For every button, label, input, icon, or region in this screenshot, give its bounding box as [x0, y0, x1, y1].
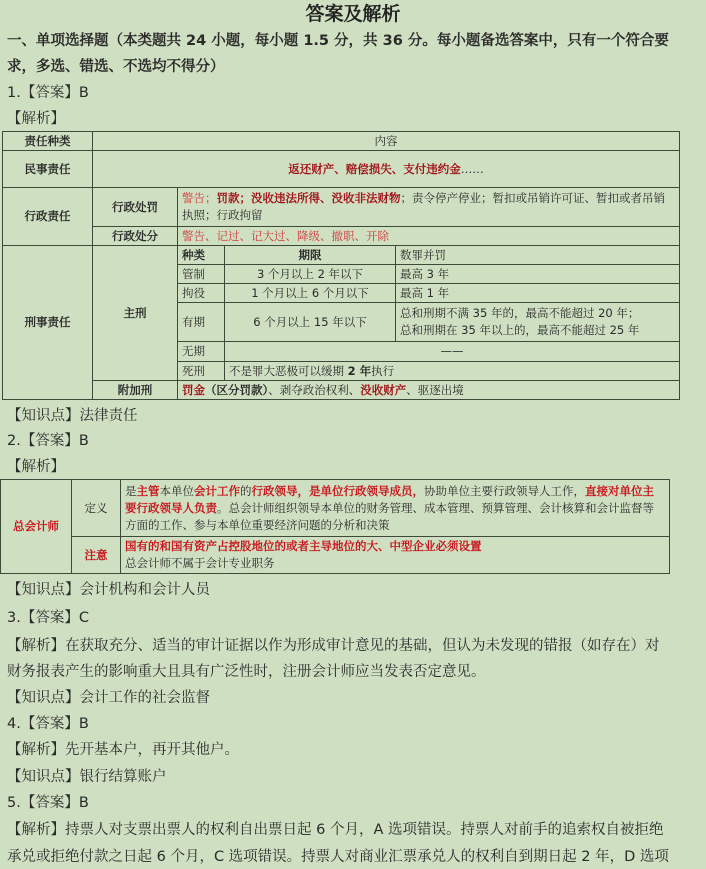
table-row-admin-sanction — [3, 227, 680, 246]
table-row-admin-penalty — [3, 188, 680, 227]
note-content: 国有的和国有资产占控股地位的或者主导地位的大、中型企业必须设置 总会计师不属于会计专业职务 — [121, 537, 670, 574]
q5-analysis-cont: 承兑或拒绝付款之日起 6 个月，C 选项错误。持票人对商业汇票承兑人的权利自到期日起 2 年，D 选项 — [7, 849, 669, 865]
q3-analysis-cont: 财务报表产生的影响重大且具有广泛性时，注册会计师应当发表否定意见。 — [7, 664, 486, 680]
admin-sanction-content: 警告、记过、记大过、降级、撤职、开除 — [178, 227, 680, 246]
main-penalty-label: 主刑 — [93, 246, 178, 381]
section-heading: 一、单项选择题（本类题共 24 小题，每小题 1.5 分，共 36 分。每小题备选答案中，只有一个符合要 — [7, 33, 669, 49]
q4-knowledge-point: 【知识点】银行结算账户 — [7, 769, 167, 785]
note-label: 注意 — [72, 537, 121, 574]
definition-label: 定义 — [72, 480, 121, 537]
table-row-definition — [1, 480, 670, 537]
q1-answer: 1.【答案】B — [7, 85, 89, 101]
q2-answer: 2.【答案】B — [7, 433, 89, 449]
q3-analysis: 【解析】在获取充分、适当的审计证据以作为形成审计意见的基础，但认为未发现的错报（如存在）对 — [7, 638, 660, 654]
term-cell: 1 个月以上 6 个月以下 — [225, 284, 396, 303]
term-header: 期限 — [225, 246, 396, 265]
kind-cell: 拘役 — [178, 284, 225, 303]
table-row-additional — [3, 381, 680, 400]
table-row-civil — [3, 151, 680, 188]
additional-penalty-label: 附加刑 — [93, 381, 178, 400]
death-penalty-cell: 不是罪大恶极可以缓期 2 年执行 — [225, 362, 680, 381]
table-row-note — [1, 537, 670, 574]
kind-cell: 有期 — [178, 303, 225, 342]
term-cell: 6 个月以上 15 年以下 — [225, 303, 396, 342]
table-row-criminal-header — [3, 246, 680, 265]
admin-penalty-content: 警告；罚款；没收违法所得、没收非法财物；责令停产停业；暂扣或吊销许可证、暂扣或者吊销执照；行政拘留 — [178, 188, 680, 227]
q4-analysis: 【解析】先开基本户，再开其他户。 — [7, 742, 239, 758]
kind-cell: 无期 — [178, 342, 225, 362]
criminal-liability-label: 刑事责任 — [3, 246, 93, 400]
kind-cell: 管制 — [178, 265, 225, 284]
q1-analysis-label: 【解析】 — [7, 111, 65, 127]
definition-content: 是主管本单位会计工作的行政领导，是单位行政领导成员，协助单位主要行政领导人工作，直接对单位主要行政领导人负责。总会计师组织领导本单位的财务管理、成本管理、预算管理、会计核算和会计监督等方面的工作、参与本单位重要经济问题的分析和决策 — [121, 480, 670, 537]
admin-penalty-label: 行政处罚 — [93, 188, 178, 227]
kind-header: 种类 — [178, 246, 225, 265]
q3-answer: 3.【答案】C — [7, 610, 89, 626]
kind-cell: 死刑 — [178, 362, 225, 381]
q4-answer: 4.【答案】B — [7, 716, 89, 732]
q1-knowledge-point: 【知识点】法律责任 — [7, 408, 138, 424]
q2-knowledge-point: 【知识点】会计机构和会计人员 — [7, 582, 210, 598]
page-title: 答案及解析 — [305, 3, 401, 25]
combined-header: 数罪并罚 — [396, 246, 680, 265]
q5-answer: 5.【答案】B — [7, 795, 89, 811]
term-cell: 3 个月以上 2 年以下 — [225, 265, 396, 284]
civil-liability-label: 民事责任 — [3, 151, 93, 188]
q2-analysis-label: 【解析】 — [7, 459, 65, 475]
admin-sanction-label: 行政处分 — [93, 227, 178, 246]
header-liability-type: 责任种类 — [3, 132, 93, 151]
q5-analysis: 【解析】持票人对支票出票人的权利自出票日起 6 个月，A 选项错误。持票人对前手的追索权自被拒绝 — [7, 822, 664, 838]
combined-cell: 最高 3 年 — [396, 265, 680, 284]
section-heading-cont: 求，多选、错选、不选均不得分） — [7, 59, 225, 75]
dash-cell: —— — [225, 342, 680, 362]
combined-cell: 总和刑期不满 35 年的，最高不能超过 20 年； 总和刑期在 35 年以上的，最高不能超过 25 年 — [396, 303, 680, 342]
chief-accountant-table — [0, 479, 670, 574]
additional-penalty-content: 罚金（区分罚款）、剥夺政治权利、没收财产、驱逐出境 — [178, 381, 680, 400]
combined-cell: 最高 1 年 — [396, 284, 680, 303]
admin-liability-label: 行政责任 — [3, 188, 93, 246]
civil-liability-content: 返还财产、赔偿损失、支付违约金…… — [93, 151, 680, 188]
header-content: 内容 — [93, 132, 680, 151]
chief-accountant-label: 总会计师 — [1, 480, 72, 574]
table-header-row — [3, 132, 680, 151]
legal-liability-table — [2, 131, 680, 400]
q3-knowledge-point: 【知识点】会计工作的社会监督 — [7, 690, 210, 706]
